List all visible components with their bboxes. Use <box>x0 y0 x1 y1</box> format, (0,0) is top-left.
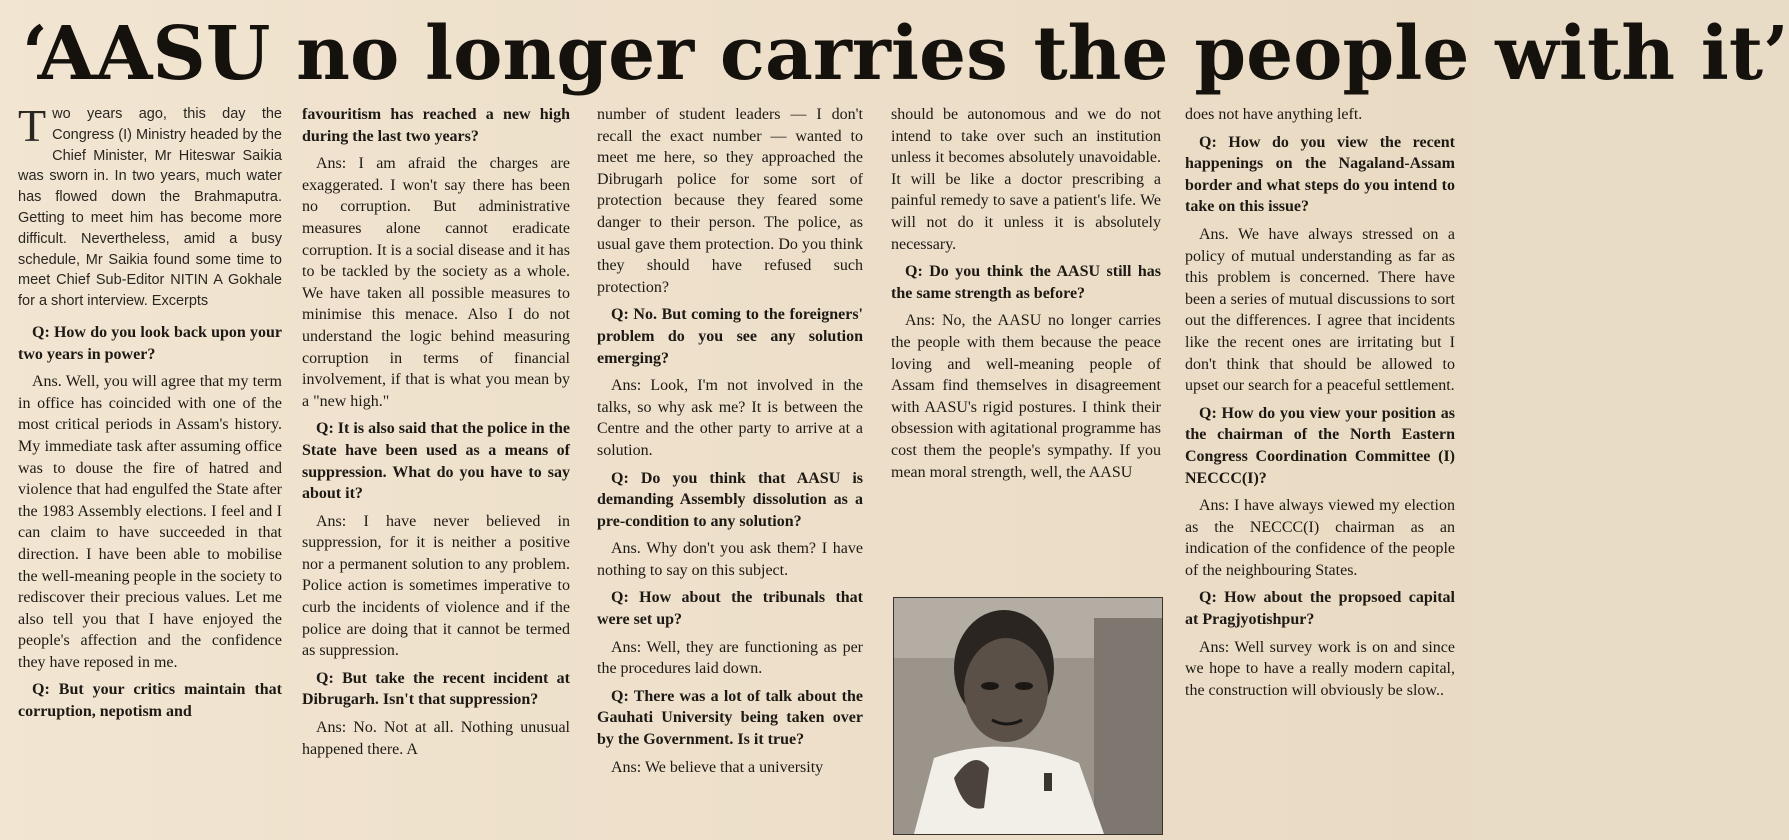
column-1 <box>18 100 282 729</box>
question-paragraph: Q: There was a lot of talk about the Gauhati University being taken over by the Government. Is it true? <box>597 687 863 749</box>
answer-paragraph: Ans: We believe that a university <box>611 758 824 776</box>
question-paragraph: Q: How about the propsoed capital at Pragjyotishpur? <box>1185 589 1455 629</box>
column-2 <box>302 104 570 766</box>
intro-text: wo years ago, this day the Congress (I) Ministry headed by the Chief Minister, Mr Hiteswar Saikia was sworn in. In two years, much water has flowed down the Brahmaputra. Getting to meet him has become more difficult. Nevertheless, amid a busy schedule, Mr Saikia found some time to meet Chief Sub-Editor NITIN A Gokhale for a short interview. Excerpts <box>18 106 282 310</box>
column-4 <box>891 104 1161 489</box>
intro-paragraph <box>18 100 282 312</box>
column-body <box>597 104 863 778</box>
answer-paragraph: Ans: I have always viewed my election as the NECCC(I) chairman as an indication of the confidence of the people of the neighbouring States. <box>1185 497 1455 579</box>
answer-paragraph: Ans. Well, you will agree that my term in office has coincided with one of the most critical periods in Assam's history. My immediate task after assuming office was to douse the fire of hatred and violence that had engulfed the State after the 1983 Assembly elections. I feel and I can claim to have succeeded in that direction. I have been able to mobilise the well-meaning people in the society to rediscover their precious values. Let me also tell you that I have enjoyed the people's affection and the confidence they have reposed in me. <box>18 373 282 671</box>
question-paragraph: Q: But take the recent incident at Dibrugarh. Isn't that suppression? <box>302 669 570 709</box>
answer-paragraph: Ans: No, the AASU no longer carries the people with them because the peace loving and well-meaning people of Assam find themselves in disagreement with AASU's rigid postures. I think their obsession with agitational programme has cost them the people's sympathy. If you mean moral strength, well, the AASU <box>891 312 1161 481</box>
portrait-illustration <box>894 598 1162 834</box>
question-paragraph: Q: How do you look back upon your two years in power? <box>18 323 282 363</box>
question-paragraph: Q: Do you think the AASU still has the same strength as before? <box>891 263 1161 302</box>
answer-paragraph: should be autonomous and we do not intend to take over such an institution unless it becomes absolutely unavoidable. It will be like a doctor prescribing a painful remedy to save a patient's life. We will not do it unless it is absolutely necessary. <box>891 106 1161 253</box>
answer-paragraph: Ans: Look, I'm not involved in the talks, so why ask me? It is between the Centre and the other party to arrive at a solution. <box>597 377 863 459</box>
question-paragraph: Q: How do you view the recent happenings on the Nagaland-Assam border and what steps do you intend to take on this issue? <box>1185 133 1455 216</box>
answer-paragraph: Ans: Well, they are functioning as per the procedures laid down. <box>597 638 863 678</box>
column-body <box>1185 104 1455 701</box>
question-paragraph: Q: But your critics maintain that corruption, nepotism and <box>18 681 282 721</box>
question-paragraph: Q: Do you think that AASU is demanding Assembly dissolution as a pre-condition to any solution? <box>597 469 863 530</box>
question-paragraph: Q: How do you view your position as the chairman of the North Eastern Congress Coordination Committee (I) NECCC(I)? <box>1185 404 1455 487</box>
column-5 <box>1185 104 1455 707</box>
answer-paragraph: Ans: Well survey work is on and since we hope to have a really modern capital, the construction will obviously be slow.. <box>1185 638 1455 699</box>
column-3 <box>597 104 863 784</box>
portrait-photo <box>893 597 1163 835</box>
answer-paragraph: number of student leaders — I don't recall the exact number — wanted to meet me here, so they approached the Dibrugarh police for some sort of protection because they feared some danger to their person. The police, as usual gave them protection. Do you think they should have refused such protection? <box>597 106 863 296</box>
headline: ‘AASU no longer carries the people with it’ <box>22 11 1789 97</box>
column-body <box>891 104 1161 483</box>
column-body <box>18 322 282 723</box>
answer-paragraph: Ans: No. Not at all. Nothing unusual happened there. A <box>302 719 570 758</box>
answer-paragraph: Ans. We have always stressed on a policy of mutual understanding as far as this problem is concerned. There have been a series of mutual discussions to sort out the differences. I agree that incidents like the recent ones are irritating but I don't think that should be allowed to upset our search for a peaceful settlement. <box>1185 225 1455 395</box>
question-paragraph: Q: How about the tribunals that were set up? <box>597 589 863 629</box>
question-paragraph: Q: It is also said that the police in the State have been used as a means of suppression. What do you have to say about it? <box>302 420 570 503</box>
answer-paragraph: Ans. Why don't you ask them? I have nothing to say on this subject. <box>597 540 863 579</box>
drop-cap: T <box>18 100 47 151</box>
question-paragraph: favouritism has reached a new high during the last two years? <box>302 106 570 145</box>
question-paragraph: Q: No. But coming to the foreigners' problem do you see any solution emerging? <box>597 306 863 367</box>
answer-paragraph: does not have anything left. <box>1185 106 1363 123</box>
answer-paragraph: Ans: I am afraid the charges are exaggerated. I won't say there has been no corruption. But administrative measures alone cannot eradicate corruption. It is a social disease and it has to be tackled by the society as a whole. We have taken all possible measures to minimise this menace. Also I do not understand the logic behind measuring corruption in terms of financial involvement, if that is what you mean by a "new high." <box>302 155 570 410</box>
column-body <box>302 104 570 760</box>
answer-paragraph: Ans: I have never believed in suppression, for it is neither a positive nor a permanent solution to any problem. Police action is sometimes imperative to curb the incidents of violence and if the police are doing that it cannot be termed as suppression. <box>302 512 570 660</box>
